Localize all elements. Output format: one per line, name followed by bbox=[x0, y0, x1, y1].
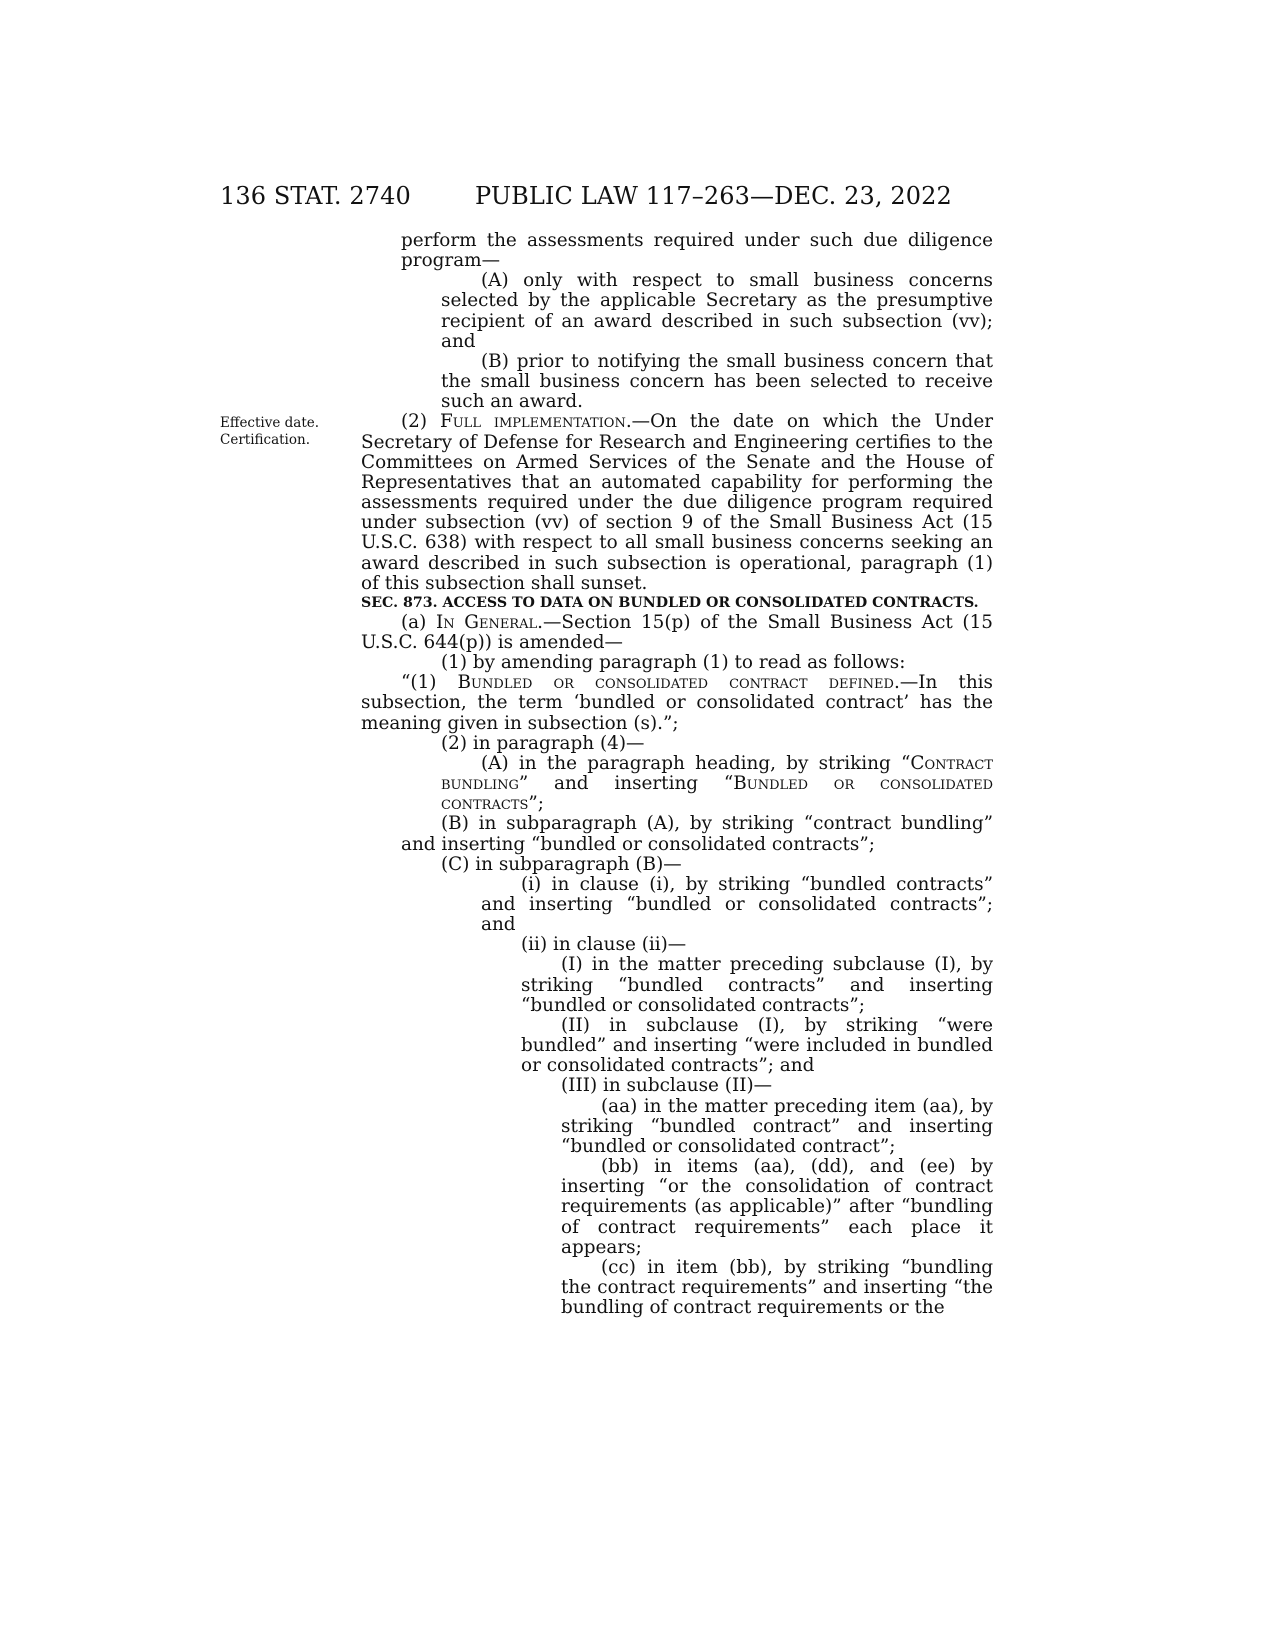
amendment-2-A bbox=[361, 754, 993, 814]
paragraph-2-number: (2) bbox=[401, 411, 440, 433]
quoted-paragraph-1-text: .—In this subsection, the term ‘bundled or consolidated contract’ has the meaning given in subsection (s).”; bbox=[361, 672, 993, 734]
subsection-a-heading: In General bbox=[435, 611, 538, 633]
subclause-I: (I) in the matter preceding subclause (I), by striking “bundled contracts” and inserting “bundled or consolidated contracts”; bbox=[521, 954, 993, 1016]
quoted-paragraph-1-heading: Bundled or consolidated contract defined bbox=[457, 672, 894, 694]
section-heading: SEC. 873. ACCESS TO DATA ON BUNDLED OR CONSOLIDATED CONTRACTS. bbox=[361, 594, 979, 611]
subsection-a bbox=[361, 613, 993, 653]
item-bb: (bb) in items (aa), (dd), and (ee) by inserting “or the consolidation of contract requirements (as applicable)” after “bundling of contract requirements” each place it appears; bbox=[561, 1156, 993, 1258]
statute-page-number: 136 STAT. 2740 bbox=[220, 182, 411, 210]
amendment-2: (2) in paragraph (4)— bbox=[441, 732, 645, 754]
subclause-II: (II) in subclause (I), by striking “were bundled” and inserting “were included in bundled or consolidated contracts”; and bbox=[521, 1014, 993, 1077]
paragraph-2 bbox=[361, 412, 993, 593]
running-header-title: PUBLIC LAW 117–263—DEC. 23, 2022 bbox=[475, 182, 952, 210]
item-aa: (aa) in the matter preceding item (aa), by striking “bundled contract” and inserting “bundled or consolidated contract”; bbox=[561, 1095, 993, 1157]
paragraph-continuation: perform the assessments required under such due diligence program— bbox=[401, 230, 993, 272]
margin-notes bbox=[220, 415, 319, 449]
amendment-2-A-text-1: (A) in the paragraph heading, by striking “ bbox=[481, 752, 911, 774]
amendment-2-A-struck-heading: Contract bundling bbox=[441, 752, 993, 795]
amendment-2-A-text-3: ”; bbox=[528, 793, 544, 815]
subparagraph-A: (A) only with respect to small business concerns selected by the applicable Secretary as the presumptive recipient of an award described in such subsection (vv); and bbox=[441, 270, 993, 352]
subsection-a-number: (a) bbox=[401, 611, 436, 633]
subsection-a-text: .—Section 15(p) of the Small Business Act (15 U.S.C. 644(p)) is amended— bbox=[361, 611, 993, 653]
clause-ii: (ii) in clause (ii)— bbox=[521, 934, 687, 956]
margin-note-effective-date: Effective date. bbox=[220, 415, 320, 431]
amendment-2-C: (C) in subparagraph (B)— bbox=[441, 853, 682, 875]
subparagraph-B: (B) prior to notifying the small business concern that the small business concern has been selected to receive such an award. bbox=[441, 350, 993, 413]
margin-note-certification: Certification. bbox=[220, 432, 310, 448]
clause-i: (i) in clause (i), by striking “bundled contracts” and inserting “bundled or consolidated contracts”; and bbox=[481, 873, 993, 936]
paragraph-2-heading: Full implementation bbox=[439, 411, 626, 433]
body-text bbox=[361, 231, 993, 1318]
amendment-2-B: (B) in subparagraph (A), by striking “contract bundling” and inserting “bundled or consolidated contracts”; bbox=[401, 813, 993, 855]
quoted-paragraph-1 bbox=[361, 673, 993, 733]
amendment-2-A-text-2: ” and inserting “ bbox=[518, 773, 734, 795]
quoted-paragraph-1-number: “(1) bbox=[401, 672, 458, 694]
subclause-III: (III) in subclause (II)— bbox=[561, 1075, 773, 1097]
item-cc: (cc) in item (bb), by striking “bundling the contract requirements” and inserting “the bundling of contract requirements or the bbox=[561, 1256, 993, 1319]
amendment-1: (1) by amending paragraph (1) to read as follows: bbox=[441, 652, 906, 674]
paragraph-2-text: .—On the date on which the Under Secretary of Defense for Research and Engineering certifies to the Committees on Armed Services of the Senate and the House of Representatives that an automated capability for performing the assessments required under the due diligence program required under subsection (vv) of section 9 of the Small Business Act (15 U.S.C. 638) with respect to all small business concerns seeking an award described in such subsection is operational, paragraph (1) of this subsection shall sunset. bbox=[361, 411, 993, 594]
amendment-2-A-inserted-heading: Bundled or consolidated contracts bbox=[441, 773, 993, 815]
